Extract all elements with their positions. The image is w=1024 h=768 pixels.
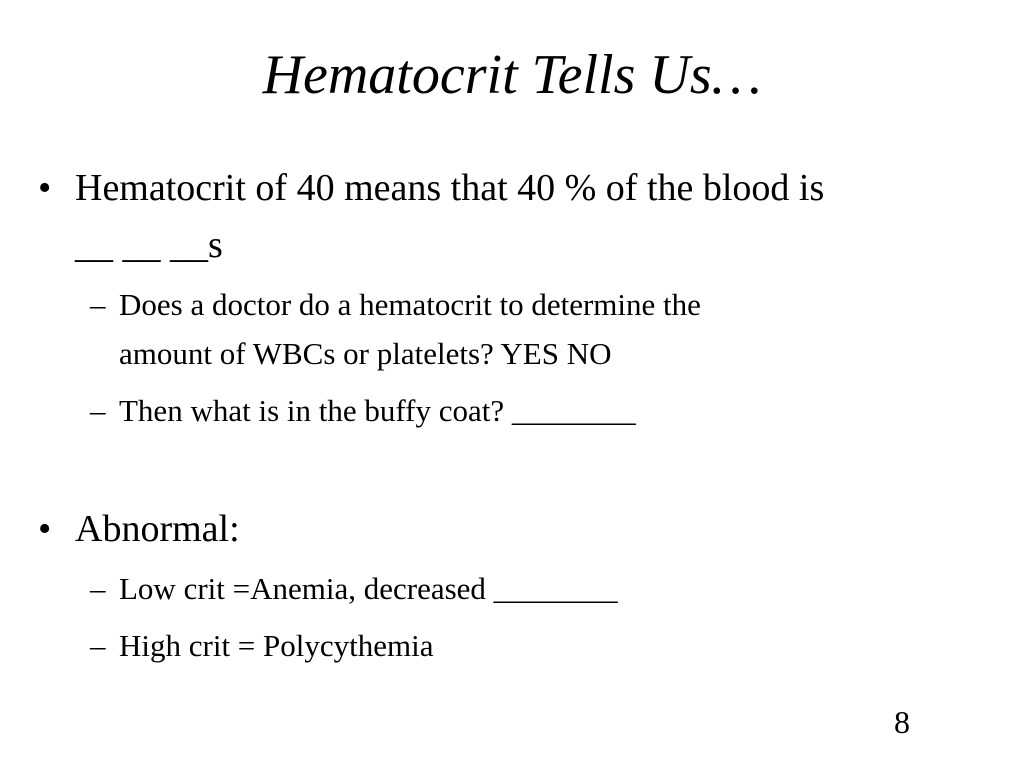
- sub-bullet-dash: –: [90, 287, 106, 322]
- slide-title: Hematocrit Tells Us…: [262, 44, 762, 106]
- sub-bullet-dash: –: [90, 571, 106, 606]
- sub-bullet-text: Then what is in the buffy coat? ________: [119, 393, 636, 428]
- sub-bullet-text-line-1: Does a doctor do a hematocrit to determine the: [119, 287, 701, 322]
- sub-bullet-dash: –: [90, 393, 106, 428]
- sub-bullet-text-line-2: amount of WBCs or platelets? YES NO: [119, 336, 612, 371]
- bullet-text: Abnormal:: [75, 508, 240, 550]
- sub-bullet-text: Low crit =Anemia, decreased ________: [119, 571, 618, 606]
- page-number: 8: [894, 704, 910, 740]
- bullet-text-line-1: Hematocrit of 40 means that 40 % of the blood is: [75, 167, 825, 209]
- bullet-dot: •: [38, 508, 52, 550]
- sub-bullet-text: High crit = Polycythemia: [119, 628, 434, 663]
- sub-bullet-dash: –: [90, 628, 106, 663]
- bullet-text-line-2: __ __ __s: [75, 224, 223, 266]
- bullet-dot: •: [38, 167, 52, 209]
